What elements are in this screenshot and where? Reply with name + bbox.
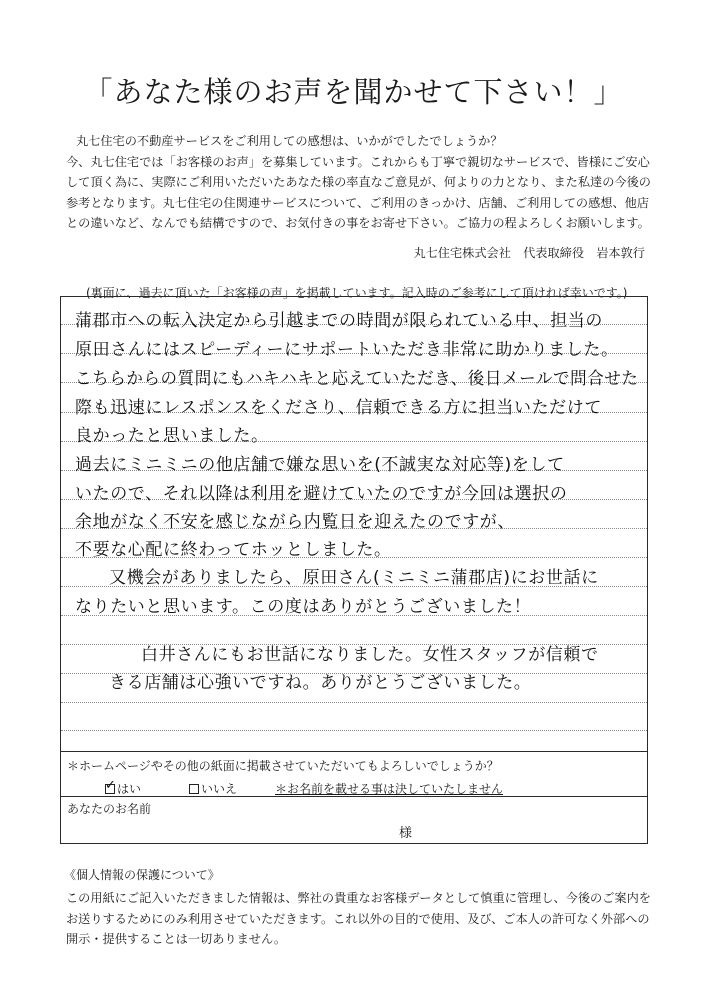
name-suffix: 様 — [399, 826, 413, 841]
intro-line: 今、丸七住宅では「お客様のお声」を募集しています。これからも丁寧で親切なサービスで、皆様にご安心 — [66, 154, 650, 169]
handwritten-line: 白井さんにもお世話になりました。女性スタッフが信頼で — [141, 645, 599, 665]
ruled-line — [61, 702, 647, 703]
handwritten-line: いたので、それ以降は利用を避けていたのですが今回は選択の — [75, 484, 568, 504]
page-title: 「あなた様のお声を聞かせて下さい！」 — [83, 75, 624, 109]
handwritten-line: こちらからの質問にもハキハキと応えていただき、後日メールで問合せた — [75, 369, 639, 389]
privacy-line: お送りするためにのみ利用させていただきます。これ以外の目的で使用、及び、ご本人の許可なく外部への — [66, 911, 650, 926]
no-label: いいえ — [201, 782, 238, 796]
consent-yes-option[interactable] — [105, 777, 142, 797]
privacy-heading: 《個人情報の保護について》 — [64, 868, 220, 882]
no-checkbox[interactable] — [189, 784, 199, 794]
ruled-line — [61, 730, 647, 731]
handwritten-line: 蒲郡市への転入決定から引越までの時間が限られている中、担当の — [75, 311, 603, 331]
reference-note: (裏面に、過去に頂いた「お客様の声」を掲載しています。記入時のご参考にして頂ければ幸いです。) — [86, 286, 628, 300]
name-label: あなたのお名前 — [67, 802, 152, 816]
intro-line: して頂く為に、実際にご利用いただいたあなた様の率直なご意見が、何よりの力となり、また私達の今後の — [66, 175, 651, 189]
handwritten-line: 際も迅速にレスポンスをくださり、信頼できる方に担当いただけて — [75, 398, 602, 418]
consent-options — [105, 777, 504, 797]
handwritten-line: 過去にミニミニの他店舗で嫌な思いを(不誠実な対応等)をして — [75, 455, 565, 475]
handwritten-line: 又機会がありましたら、原田さん(ミニミニ蒲郡店)にお世話に — [109, 568, 599, 588]
handwritten-line: 良かったと思いました。 — [75, 426, 269, 446]
yes-checkbox[interactable] — [105, 777, 116, 794]
response-form — [60, 296, 648, 844]
privacy-text — [66, 888, 686, 950]
handwritten-line: 原田さんにはスピーディーにサポートいただき非常に助かりました。 — [75, 340, 619, 360]
handwritten-line: なりたいと思います。この度はありがとうございました！ — [75, 597, 532, 617]
consent-note: ＊お名前を載せる事は決していたしません — [275, 782, 504, 796]
handwritten-line: 余地がなく不安を感じながら内覧日を迎えたのですが、 — [75, 512, 515, 532]
yes-label: はい — [117, 782, 142, 796]
privacy-line: 開示・提供することは一切ありません。 — [66, 932, 287, 946]
intro-text — [66, 131, 666, 234]
handwritten-line: きる店舗は心強いですね。ありがとうございました。 — [109, 673, 532, 693]
intro-line: 丸七住宅の不動産サービスをご利用しての感想は、いかがでしたでしょうか？ — [76, 134, 503, 148]
company-signature: 丸七住宅株式会社 代表取締役 岩本敦行 — [413, 246, 645, 260]
handwritten-line: 不要な心配に終わってホッとしました。 — [75, 540, 392, 560]
intro-line: との違いなど、なんでも結構ですので、お気付きの事をお寄せ下さい。ご協力の程よろしくお願いします。 — [66, 216, 650, 230]
privacy-line: この用紙にご記入いただきました情報は、弊社の貴重なお客様データとして慎重に管理し、今後のご案内を — [66, 891, 651, 905]
section-divider — [61, 796, 647, 797]
section-divider — [61, 751, 647, 752]
consent-question: ＊ホームページやその他の紙面に掲載させていただいてもよろしいでしょうか？ — [67, 759, 499, 773]
intro-line: 参考となります。丸七住宅の住関連サービスについて、ご利用のきっかけ、店舗、ご利用しての感想、他店 — [66, 195, 650, 210]
consent-no-option[interactable] — [189, 780, 237, 797]
check-mark-icon: ✓ — [105, 777, 116, 793]
